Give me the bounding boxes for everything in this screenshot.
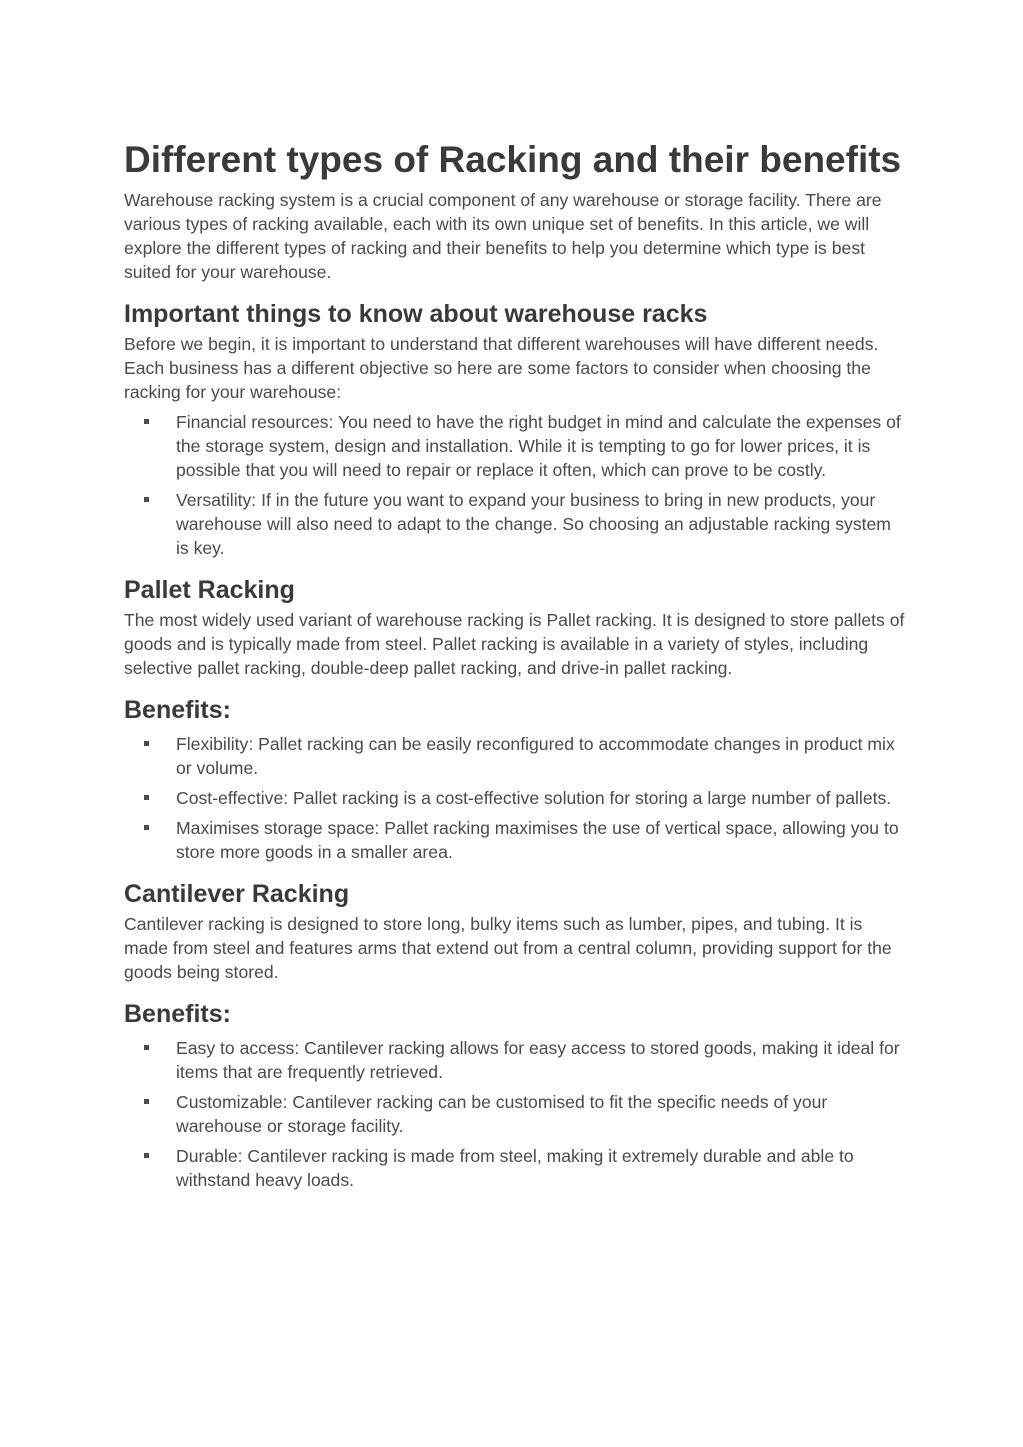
list-item	[124, 1090, 906, 1138]
list-item-text: Cost-effective: Pallet racking is a cost-effective solution for storing a large number of pallets.	[176, 788, 892, 808]
list-item-text: Durable: Cantilever racking is made from steel, making it extremely durable and able to withstand heavy loads.	[176, 1146, 854, 1190]
list-item-text: Versatility: If in the future you want to expand your business to bring in new products, your warehouse will also need to adapt to the change. So choosing an adjustable racking system is key.	[176, 490, 891, 558]
document-page	[124, 133, 906, 1198]
pallet-paragraph: The most widely used variant of warehouse racking is Pallet racking. It is designed to store pallets of goods and is typically made from steel. Pallet racking is available in a variety of styles, including selective pallet racking, double-deep pallet racking, and drive-in pallet racking.	[124, 610, 905, 678]
list-item-text: Financial resources: You need to have the right budget in mind and calculate the expenses of the storage system, design and installation. While it is tempting to go for lower prices, it is possible that you will need to repair or replace it often, which can prove to be costly.	[176, 412, 901, 480]
list-item	[124, 1144, 906, 1192]
square-bullet-icon	[144, 1099, 149, 1104]
important-list	[124, 410, 906, 560]
pallet-benefits-list	[124, 732, 906, 864]
list-item	[124, 1036, 906, 1084]
pallet-heading: Pallet Racking	[124, 576, 295, 604]
important-heading: Important things to know about warehouse racks	[124, 300, 708, 328]
square-bullet-icon	[144, 1045, 149, 1050]
square-bullet-icon	[144, 795, 149, 800]
cantilever-paragraph: Cantilever racking is designed to store long, bulky items such as lumber, pipes, and tubing. It is made from steel and features arms that extend out from a central column, providing support for the goods being stored.	[124, 914, 892, 982]
cantilever-benefits-list	[124, 1036, 906, 1192]
cantilever-benefits-heading: Benefits:	[124, 1000, 231, 1028]
list-item	[124, 410, 906, 482]
list-item-text: Flexibility: Pallet racking can be easily reconfigured to accommodate changes in product mix or volume.	[176, 734, 895, 778]
square-bullet-icon	[144, 419, 149, 424]
square-bullet-icon	[144, 825, 149, 830]
important-paragraph: Before we begin, it is important to understand that different warehouses will have different needs. Each business has a different objective so here are some factors to consider when choosing the racking for your warehouse:	[124, 334, 879, 402]
list-item-text: Easy to access: Cantilever racking allows for easy access to stored goods, making it ideal for items that are frequently retrieved.	[176, 1038, 900, 1082]
pallet-benefits-heading: Benefits:	[124, 696, 231, 724]
list-item	[124, 816, 906, 864]
page-title: Different types of Racking and their benefits	[124, 139, 902, 180]
intro-paragraph: Warehouse racking system is a crucial component of any warehouse or storage facility. There are various types of racking available, each with its own unique set of benefits. In this article, we will explore the different types of racking and their benefits to help you determine which type is best suited for your warehouse.	[124, 190, 882, 282]
list-item-text: Customizable: Cantilever racking can be customised to fit the specific needs of your warehouse or storage facility.	[176, 1092, 828, 1136]
list-item	[124, 488, 906, 560]
square-bullet-icon	[144, 1153, 149, 1158]
square-bullet-icon	[144, 741, 149, 746]
cantilever-heading: Cantilever Racking	[124, 880, 350, 908]
list-item-text: Maximises storage space: Pallet racking maximises the use of vertical space, allowing you to store more goods in a smaller area.	[176, 818, 899, 862]
square-bullet-icon	[144, 497, 149, 502]
list-item	[124, 732, 906, 780]
list-item	[124, 786, 906, 810]
